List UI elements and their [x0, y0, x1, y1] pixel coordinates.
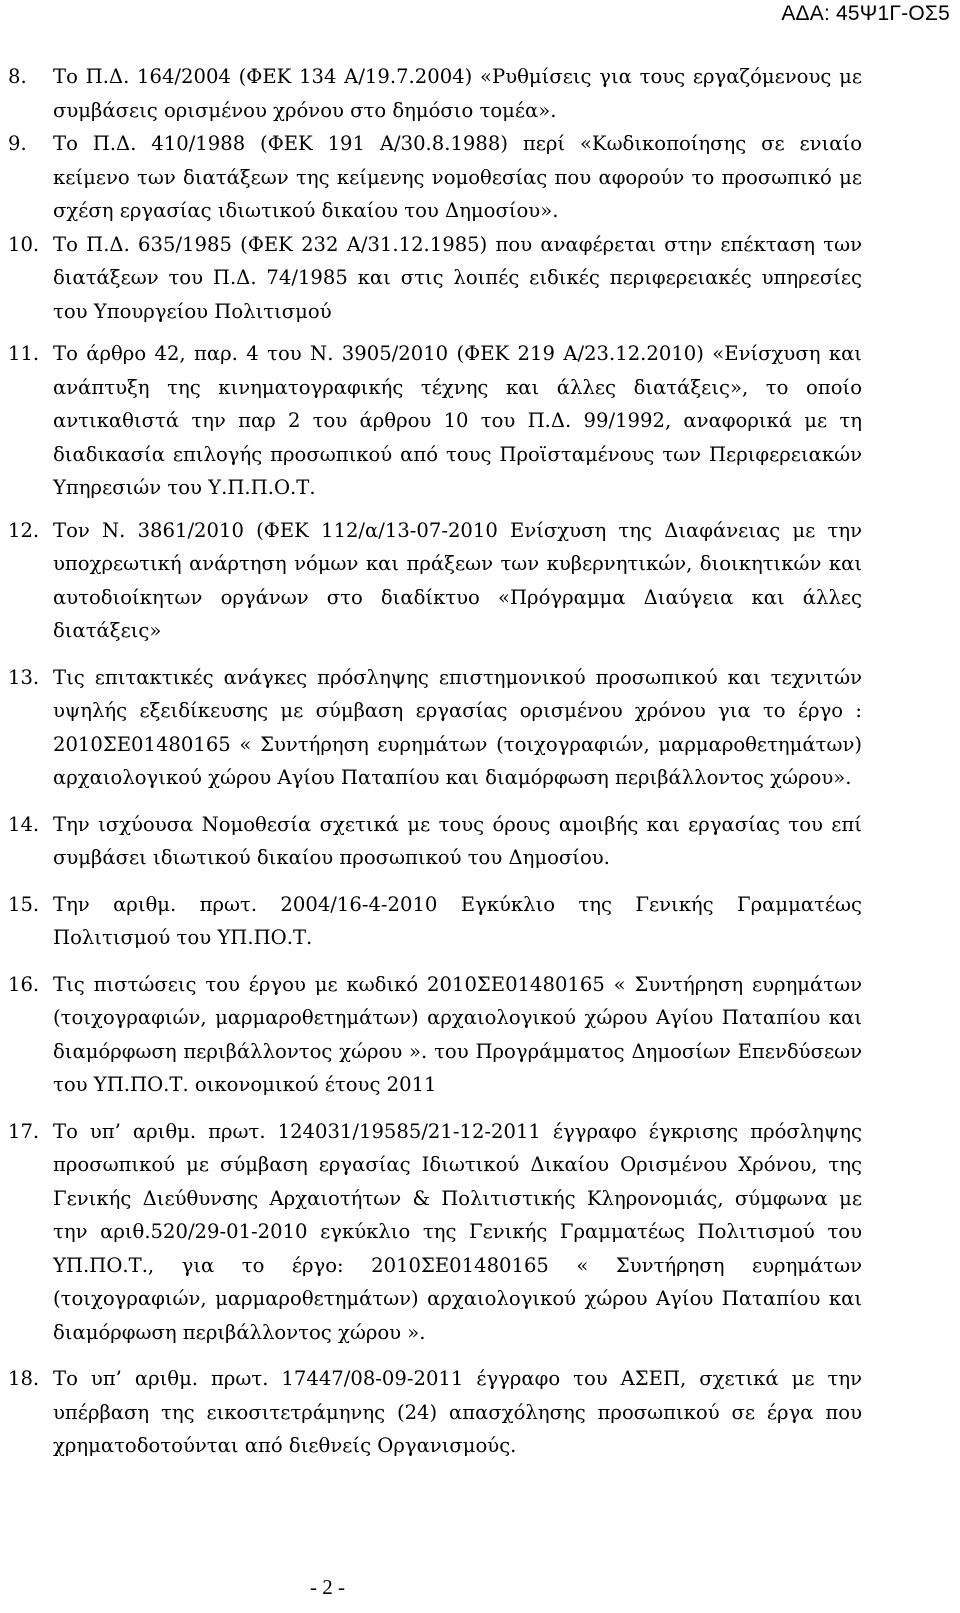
item-number: 9.	[8, 132, 27, 155]
item-text: Την αριθμ. πρωτ. 2004/16-4-2010 Εγκύκλιο της Γενικής Γραμματέως Πολιτισμού του ΥΠ.ΠΟ.Τ.	[53, 892, 862, 949]
list-item	[8, 808, 862, 875]
list-item	[8, 60, 862, 127]
item-number: 10.	[8, 232, 40, 256]
list-item	[8, 337, 862, 505]
item-text: Τις επιτακτικές ανάγκες πρόσληψης επιστημονικού προσωπικού και τεχνιτών υψηλής εξειδίκευσης με σύμβαση εργασίας ορισμένου χρόνου για το έργο : 2010ΣΕ01480165 « Συντήρηση ευρημάτων (τοιχογραφιών, μαρμαροθετημάτων) αρχαιολογικού χώρου Αγίου Παταπίου και διαμόρφωση περιβάλλοντος χώρου».	[53, 665, 862, 789]
item-number: 13.	[8, 665, 40, 689]
list-item	[8, 228, 862, 329]
list-item	[8, 1362, 862, 1463]
list-item	[8, 1115, 862, 1350]
item-text: Την ισχύουσα Νομοθεσία σχετικά με τους όρους αμοιβής και εργασίας του επί συμβάσει ιδιωτικού δικαίου προσωπικού του Δημοσίου.	[53, 812, 862, 869]
ada-code: ΑΔΑ: 45Ψ1Γ-ΟΣ5	[781, 2, 950, 25]
list-item	[8, 968, 862, 1102]
list-item	[8, 661, 862, 795]
item-number: 18.	[8, 1367, 40, 1390]
item-text: Τον Ν. 3861/2010 (ΦΕΚ 112/α/13-07-2010 Ενίσχυση της Διαφάνειας με την υποχρεωτική ανάρτηση νόμων και πράξεων των κυβερνητικών, διοικητικών και αυτοδιοίκητων οργάνων στο διαδίκτυο «Πρόγραμμα Διαύγεια και άλλες διατάξεις»	[53, 518, 862, 642]
legal-basis-list	[8, 60, 862, 1463]
item-text: Το Π.Δ. 635/1985 (ΦΕΚ 232 Α/31.12.1985) που αναφέρεται στην επέκταση των διατάξεων του Π.Δ. 74/1985 και στις λοιπές ειδικές περιφερειακές υπηρεσίες του Υπουργείου Πολιτισμού	[53, 232, 862, 323]
item-number: 17.	[8, 1119, 40, 1143]
item-number: 16.	[8, 972, 40, 996]
item-text: Το υπ’ αριθμ. πρωτ. 17447/08-09-2011 έγγραφο του ΑΣΕΠ, σχετικά με την υπέρβαση της εικοσιτετράμηνης (24) απασχόλησης προσωπικού σε έργα που χρηματοδοτούνται από διεθνείς Οργανισμούς.	[53, 1367, 862, 1457]
item-number: 8.	[8, 65, 27, 88]
item-text: Το Π.Δ. 164/2004 (ΦΕΚ 134 Α/19.7.2004) «Ρυθμίσεις για τους εργαζόμενους με συμβάσεις ορισμένου χρόνου στο δημόσιο τομέα».	[53, 65, 862, 122]
item-number: 15.	[8, 892, 40, 916]
list-item	[8, 514, 862, 648]
item-number: 14.	[8, 812, 40, 836]
item-text: Το υπ’ αριθμ. πρωτ. 124031/19585/21-12-2011 έγγραφο έγκρισης πρόσληψης προσωπικού με σύμβαση εργασίας Ιδιωτικού Δικαίου Ορισμένου Χρόνου, της Γενικής Διεύθυνσης Αρχαιοτήτων & Πολιτιστικής Κληρονομιάς, σύμφωνα με την αριθ.520/29-01-2010 εγκύκλιο της Γενικής Γραμματέως Πολιτισμού του ΥΠ.ΠΟ.Τ., για το έργο: 2010ΣΕ01480165 « Συντήρηση ευρημάτων (τοιχογραφιών, μαρμαροθετημάτων) αρχαιολογικού χώρου Αγίου Παταπίου και διαμόρφωση περιβάλλοντος χώρου ».	[53, 1119, 862, 1344]
list-item	[8, 888, 862, 955]
item-number: 11.	[8, 342, 40, 365]
item-text: Τις πιστώσεις του έργου με κωδικό 2010ΣΕ01480165 « Συντήρηση ευρημάτων (τοιχογραφιών, μαρμαροθετημάτων) αρχαιολογικού χώρου Αγίου Παταπίου και διαμόρφωση περιβάλλοντος χώρου ». του Προγράμματος Δημοσίων Επενδύσεων του ΥΠ.ΠΟ.Τ. οικονομικού έτους 2011	[53, 972, 862, 1096]
item-number: 12.	[8, 518, 40, 542]
page-number: - 2 -	[310, 1575, 345, 1599]
item-text: Το άρθρο 42, παρ. 4 του Ν. 3905/2010 (ΦΕΚ 219 Α/23.12.2010) «Ενίσχυση και ανάπτυξη της κινηματογραφικής τέχνης και άλλες διατάξεις», το οποίο αντικαθιστά την παρ 2 του άρθρου 10 του Π.Δ. 99/1992, αναφορικά με τη διαδικασία επιλογής προσωπικού από τους Προϊσταμένους των Περιφερειακών Υπηρεσιών του Υ.Π.Π.Ο.Τ.	[53, 342, 862, 499]
list-item	[8, 127, 862, 228]
item-text: Το Π.Δ. 410/1988 (ΦΕΚ 191 Α/30.8.1988) περί «Κωδικοποίησης σε ενιαίο κείμενο των διατάξεων της κείμενης νομοθεσίας που αφορούν το προσωπικό με σχέση εργασίας ιδιωτικού δικαίου του Δημοσίου».	[53, 132, 862, 222]
